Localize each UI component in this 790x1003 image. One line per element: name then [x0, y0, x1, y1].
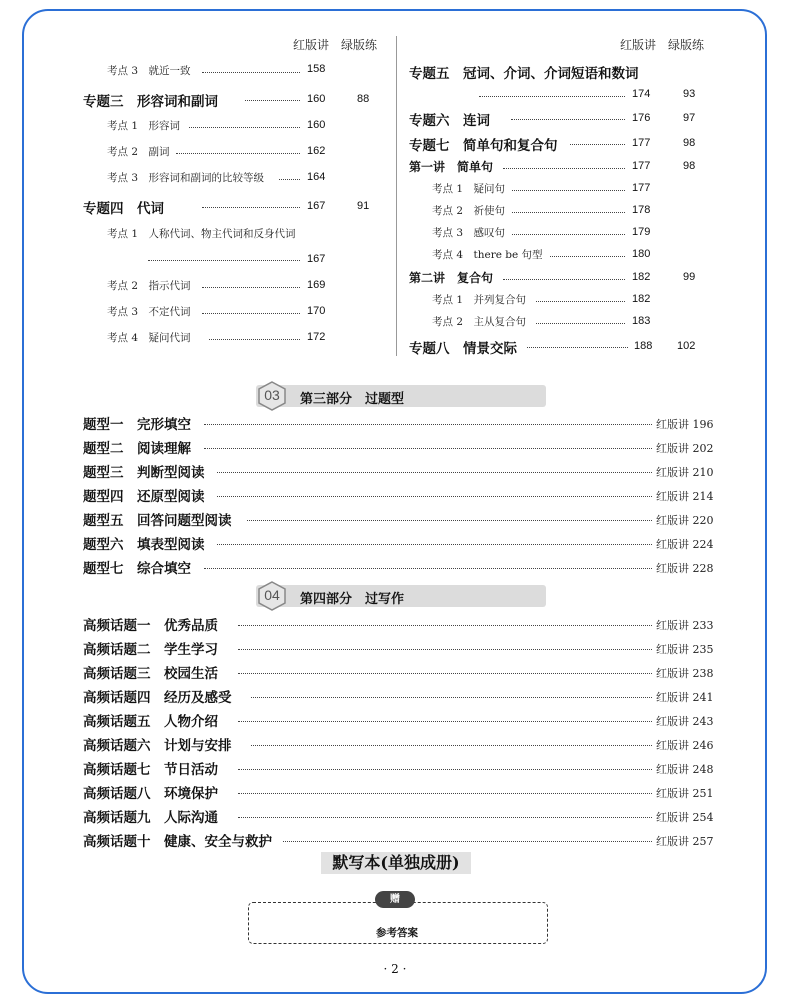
toc-page: 167 [307, 200, 326, 212]
toc-page: 红版讲 243 [656, 715, 714, 728]
toc-entry[interactable]: 考点 2 祈使句 [432, 205, 506, 217]
toc-topic[interactable]: 专题八 情景交际 [409, 341, 517, 357]
column-divider [396, 36, 397, 356]
toc-page: 176 [632, 112, 651, 124]
list-item[interactable]: 题型三 判断型阅读 [83, 465, 205, 481]
toc-page: 160 [307, 119, 326, 131]
toc-page: 红版讲 257 [656, 835, 714, 848]
gift-badge: 赠 [375, 891, 415, 908]
toc-page: 红版讲 246 [656, 739, 714, 752]
toc-page: 177 [632, 182, 651, 194]
toc-entry[interactable]: 考点 1 疑问句 [432, 183, 506, 195]
toc-page: 170 [307, 305, 326, 317]
toc-page: 红版讲 235 [656, 643, 714, 656]
list-item[interactable]: 题型七 综合填空 [83, 561, 191, 577]
booklet-title: 默写本(单独成册) [321, 852, 471, 874]
toc-page: 红版讲 241 [656, 691, 714, 704]
toc-page: 红版讲 210 [656, 466, 714, 479]
toc-page: 红版讲 202 [656, 442, 714, 455]
toc-page: 160 [307, 93, 326, 105]
toc-page: 红版讲 228 [656, 562, 714, 575]
toc-page-green: 98 [683, 137, 696, 149]
page-number: · 2 · [383, 962, 407, 976]
toc-page: 167 [307, 253, 326, 265]
list-item[interactable]: 高频话题六 计划与安排 [83, 738, 232, 754]
list-item[interactable]: 题型五 回答问题型阅读 [83, 513, 232, 529]
toc-entry[interactable]: 考点 3 感叹句 [432, 227, 506, 239]
toc-page: 162 [307, 145, 326, 157]
toc-entry[interactable]: 考点 4 there be 句型 [432, 249, 543, 261]
toc-topic[interactable]: 专题四 代词 [83, 201, 164, 217]
list-item[interactable]: 高频话题七 节日活动 [83, 762, 218, 778]
toc-page-green: 99 [683, 271, 696, 283]
toc-entry[interactable]: 考点 2 主从复合句 [432, 316, 527, 328]
toc-page-green: 98 [683, 160, 696, 172]
toc-page: 红版讲 254 [656, 811, 714, 824]
toc-lecture[interactable]: 第二讲 复合句 [409, 271, 494, 285]
toc-page: 177 [632, 137, 651, 149]
toc-page: 180 [632, 248, 651, 260]
toc-page: 红版讲 251 [656, 787, 714, 800]
list-item[interactable]: 高频话题三 校园生活 [83, 666, 218, 682]
list-item[interactable]: 高频话题八 环境保护 [83, 786, 218, 802]
toc-page: 183 [632, 315, 651, 327]
toc-page-green: 102 [677, 340, 696, 352]
toc-page: 158 [307, 63, 326, 75]
list-item[interactable]: 题型四 还原型阅读 [83, 489, 205, 505]
toc-page: 182 [632, 293, 651, 305]
toc-lecture[interactable]: 第一讲 简单句 [409, 160, 494, 174]
list-item[interactable]: 高频话题二 学生学习 [83, 642, 218, 658]
header-left-columns: 红版讲 绿版练 [293, 38, 378, 52]
toc-topic[interactable]: 专题七 简单句和复合句 [409, 138, 558, 154]
toc-entry[interactable]: 考点 1 并列复合句 [432, 294, 527, 306]
toc-page: 174 [632, 88, 651, 100]
toc-page: 红版讲 233 [656, 619, 714, 632]
toc-page: 红版讲 196 [656, 418, 714, 431]
answer-key-label[interactable]: 参考答案 [376, 927, 418, 939]
part4-title[interactable]: 第四部分 过写作 [300, 592, 405, 607]
toc-page-green: 93 [683, 88, 696, 100]
toc-page: 红版讲 248 [656, 763, 714, 776]
toc-page: 179 [632, 226, 651, 238]
toc-page: 169 [307, 279, 326, 291]
list-item[interactable]: 题型六 填表型阅读 [83, 537, 205, 553]
toc-page: 红版讲 224 [656, 538, 714, 551]
toc-entry[interactable]: 考点 2 指示代词 [107, 280, 191, 292]
toc-entry[interactable]: 考点 3 就近一致 [107, 65, 191, 77]
part3-title[interactable]: 第三部分 过题型 [300, 392, 405, 407]
toc-page-green: 88 [357, 93, 370, 105]
toc-page-green: 97 [683, 112, 696, 124]
list-item[interactable]: 高频话题五 人物介绍 [83, 714, 218, 730]
toc-entry[interactable]: 考点 2 副词 [107, 146, 170, 158]
toc-page: 164 [307, 171, 326, 183]
toc-page: 178 [632, 204, 651, 216]
toc-entry[interactable]: 考点 1 人称代词、物主代词和反身代词 [107, 228, 296, 240]
toc-page: 177 [632, 160, 651, 172]
list-item[interactable]: 题型一 完形填空 [83, 417, 191, 433]
toc-topic[interactable]: 专题六 连词 [409, 113, 490, 129]
list-item[interactable]: 高频话题九 人际沟通 [83, 810, 218, 826]
part3-number: 03 [264, 387, 280, 403]
list-item[interactable]: 高频话题一 优秀品质 [83, 618, 218, 634]
toc-page: 182 [632, 271, 651, 283]
toc-entry[interactable]: 考点 1 形容词 [107, 120, 181, 132]
header-right-columns: 红版讲 绿版练 [620, 38, 705, 52]
toc-page: 红版讲 238 [656, 667, 714, 680]
toc-topic[interactable]: 专题三 形容词和副词 [83, 94, 218, 110]
list-item[interactable]: 高频话题十 健康、安全与救护 [83, 834, 272, 850]
list-item[interactable]: 题型二 阅读理解 [83, 441, 191, 457]
toc-page: 红版讲 220 [656, 514, 714, 527]
list-item[interactable]: 高频话题四 经历及感受 [83, 690, 232, 706]
toc-topic[interactable]: 专题五 冠词、介词、介词短语和数词 [409, 66, 639, 82]
part4-number: 04 [264, 587, 280, 603]
toc-page-green: 91 [357, 200, 370, 212]
toc-page: 172 [307, 331, 326, 343]
toc-page: 红版讲 214 [656, 490, 714, 503]
toc-entry[interactable]: 考点 3 形容词和副词的比较等级 [107, 172, 265, 184]
toc-entry[interactable]: 考点 3 不定代词 [107, 306, 191, 318]
toc-page: 188 [634, 340, 653, 352]
toc-entry[interactable]: 考点 4 疑问代词 [107, 332, 191, 344]
